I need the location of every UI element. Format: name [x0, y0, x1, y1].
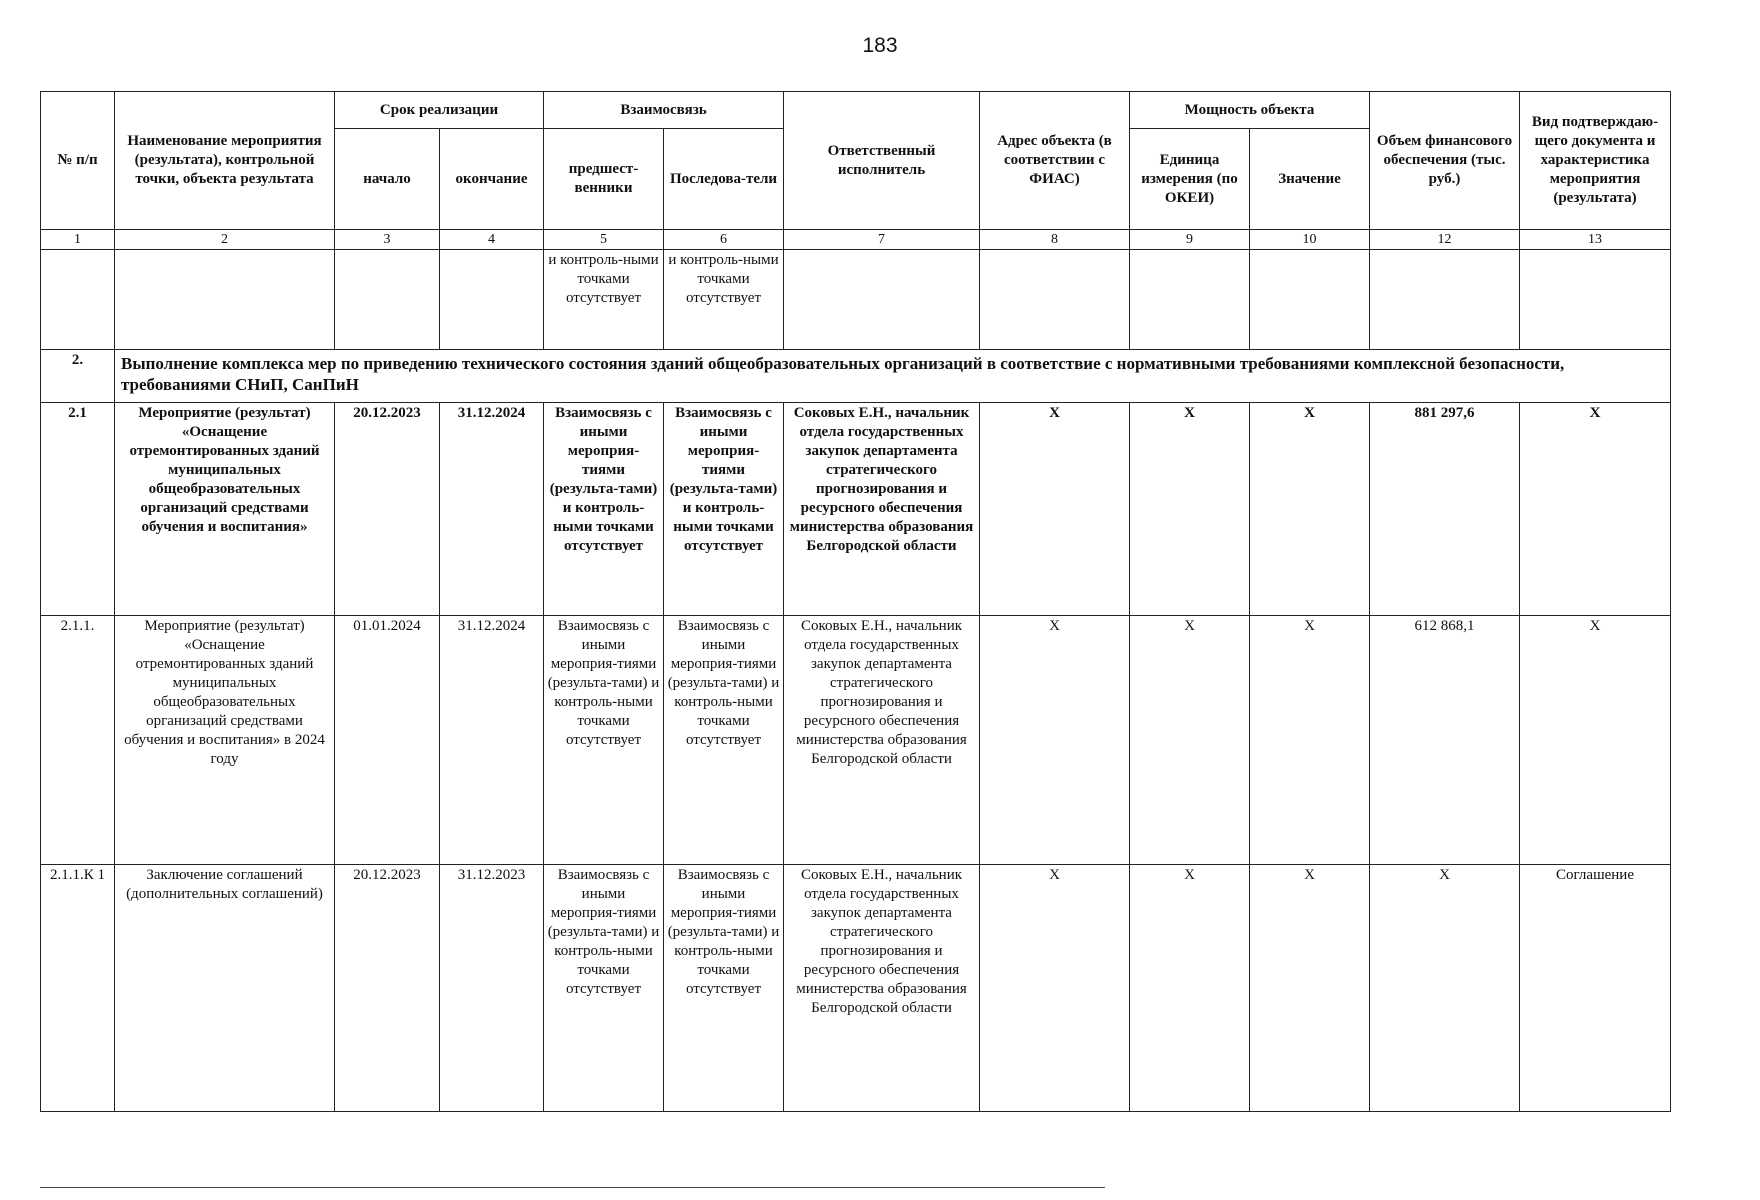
row-executor: Соковых Е.Н., начальник отдела государственных закупок департамента стратегического прогнозирования и ресурсного обеспечения министерства образования Белгородской области [784, 403, 980, 616]
footer-divider [40, 1187, 1105, 1188]
plan-table [40, 91, 1671, 1112]
row-name: Заключение соглашений (дополнительных соглашений) [115, 865, 335, 1112]
row-finance: 881 297,6 [1370, 403, 1520, 616]
row-executor: Соковых Е.Н., начальник отдела государственных закупок департамента стратегического прогнозирования и ресурсного обеспечения министерства образования Белгородской области [784, 616, 980, 865]
row-unit: X [1130, 616, 1250, 865]
table-cell [1520, 250, 1671, 350]
row-name: Мероприятие (результат) «Оснащение отремонтированных зданий муниципальных общеобразовательных организаций средствами обучения и воспитания» [115, 403, 335, 616]
header-executor: Ответственный исполнитель [784, 92, 980, 230]
row-doc-type: X [1520, 616, 1671, 865]
table-cell [41, 250, 115, 350]
column-number: 3 [335, 230, 440, 250]
header-name: Наименование мероприятия (результата), контрольной точки, объекта результата [115, 92, 335, 230]
column-number: 10 [1250, 230, 1370, 250]
header-doc-type: Вид подтверждаю-щего документа и характеристика мероприятия (результата) [1520, 92, 1671, 230]
column-number: 6 [664, 230, 784, 250]
row-predecessors: Взаимосвязь с иными мероприя-тиями (результа-тами) и контроль-ными точками отсутствует [544, 865, 664, 1112]
continuation-row [41, 250, 1671, 350]
row-predecessors: Взаимосвязь с иными мероприя-тиями (результа-тами) и контроль-ными точками отсутствует [544, 403, 664, 616]
row-start: 01.01.2024 [335, 616, 440, 865]
table-cell [440, 250, 544, 350]
row-unit: X [1130, 865, 1250, 1112]
header-period: Срок реализации [335, 92, 544, 129]
row-predecessors: Взаимосвязь с иными мероприя-тиями (результа-тами) и контроль-ными точками отсутствует [544, 616, 664, 865]
continuation-predecessors: и контроль-ными точками отсутствует [544, 250, 664, 350]
table-row [41, 403, 1671, 616]
section-title: Выполнение комплекса мер по приведению технического состояния зданий общеобразовательных организаций в соответствие с нормативными требованиями комплексной безопасности, требованиями СНиП, СанПиН [115, 350, 1671, 403]
column-number: 1 [41, 230, 115, 250]
row-address: X [980, 403, 1130, 616]
row-doc-type: X [1520, 403, 1671, 616]
column-number: 12 [1370, 230, 1520, 250]
column-number: 13 [1520, 230, 1671, 250]
header-predecessors: предшест-венники [544, 129, 664, 230]
row-successors: Взаимосвязь с иными мероприя-тиями (результа-тами) и контроль-ными точками отсутствует [664, 616, 784, 865]
table-cell [1370, 250, 1520, 350]
header-end: окончание [440, 129, 544, 230]
row-name: Мероприятие (результат) «Оснащение отремонтированных зданий муниципальных общеобразовательных организаций средствами обучения и воспитания» в 2024 году [115, 616, 335, 865]
table-cell [980, 250, 1130, 350]
header-row-1 [41, 92, 1671, 129]
section-number: 2. [41, 350, 115, 403]
row-address: X [980, 616, 1130, 865]
header-address: Адрес объекта (в соответствии с ФИАС) [980, 92, 1130, 230]
row-number: 2.1 [41, 403, 115, 616]
row-end: 31.12.2023 [440, 865, 544, 1112]
row-end: 31.12.2024 [440, 616, 544, 865]
column-number: 2 [115, 230, 335, 250]
column-number: 9 [1130, 230, 1250, 250]
header-start: начало [335, 129, 440, 230]
header-value: Значение [1250, 129, 1370, 230]
row-end: 31.12.2024 [440, 403, 544, 616]
column-number: 7 [784, 230, 980, 250]
row-executor: Соковых Е.Н., начальник отдела государственных закупок департамента стратегического прогнозирования и ресурсного обеспечения министерства образования Белгородской области [784, 865, 980, 1112]
section-row [41, 350, 1671, 403]
table-cell [335, 250, 440, 350]
row-finance: 612 868,1 [1370, 616, 1520, 865]
row-doc-type: Соглашение [1520, 865, 1671, 1112]
page-number: 183 [862, 34, 898, 57]
row-finance: X [1370, 865, 1520, 1112]
column-number: 8 [980, 230, 1130, 250]
table-cell [1250, 250, 1370, 350]
header-relation: Взаимосвязь [544, 92, 784, 129]
row-start: 20.12.2023 [335, 865, 440, 1112]
table-cell [1130, 250, 1250, 350]
header-capacity: Мощность объекта [1130, 92, 1370, 129]
header-unit: Единица измерения (по ОКЕИ) [1130, 129, 1250, 230]
row-value: X [1250, 403, 1370, 616]
row-number: 2.1.1.К 1 [41, 865, 115, 1112]
header-successors: Последова-тели [664, 129, 784, 230]
table-row [41, 616, 1671, 865]
table-cell [115, 250, 335, 350]
continuation-successors: и контроль-ными точками отсутствует [664, 250, 784, 350]
table-cell [784, 250, 980, 350]
column-numbers-row [41, 230, 1671, 250]
column-number: 5 [544, 230, 664, 250]
header-num: № п/п [41, 92, 115, 230]
row-address: X [980, 865, 1130, 1112]
column-number: 4 [440, 230, 544, 250]
row-start: 20.12.2023 [335, 403, 440, 616]
table-row [41, 865, 1671, 1112]
row-value: X [1250, 616, 1370, 865]
row-value: X [1250, 865, 1370, 1112]
row-successors: Взаимосвязь с иными мероприя-тиями (результа-тами) и контроль-ными точками отсутствует [664, 403, 784, 616]
row-successors: Взаимосвязь с иными мероприя-тиями (результа-тами) и контроль-ными точками отсутствует [664, 865, 784, 1112]
row-number: 2.1.1. [41, 616, 115, 865]
header-finance: Объем финансового обеспечения (тыс. руб.) [1370, 92, 1520, 230]
row-unit: X [1130, 403, 1250, 616]
